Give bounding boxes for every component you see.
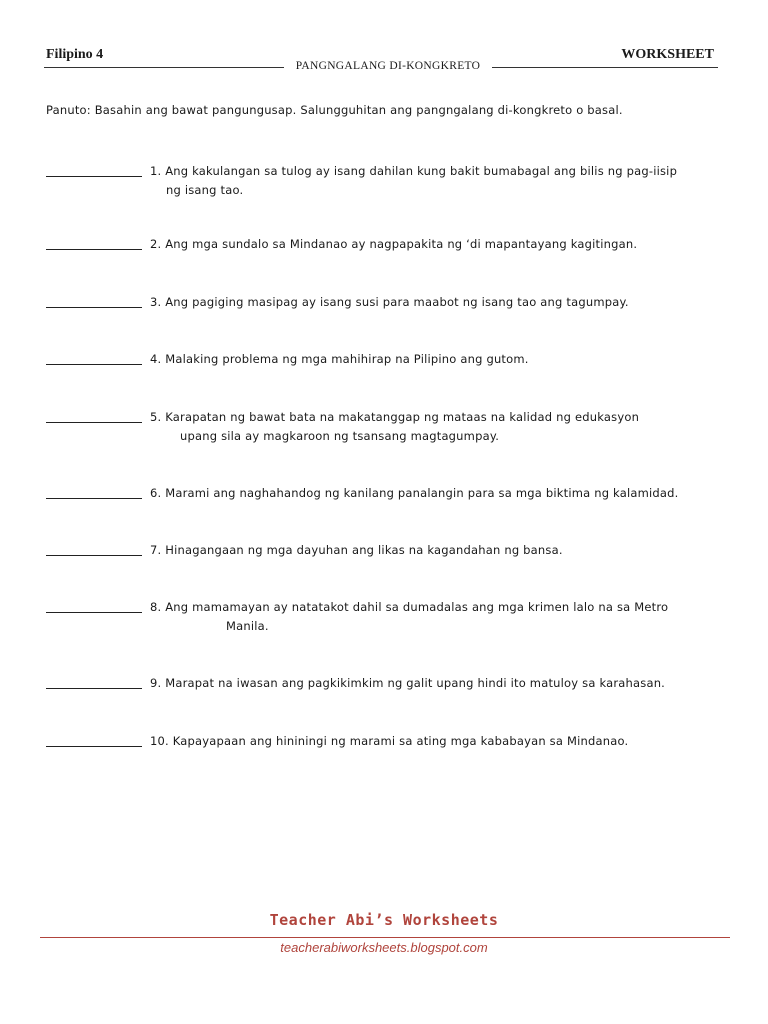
answer-blank[interactable]: [46, 176, 142, 177]
question-text: 6. Marami ang naghahandog ng kanilang panalangin para sa mga biktima ng kalamidad.: [150, 486, 679, 500]
answer-blank[interactable]: [46, 422, 142, 423]
question-text-continued: upang sila ay magkaroon ng tsansang magtagumpay.: [180, 429, 500, 443]
answer-blank[interactable]: [46, 555, 142, 556]
instructions: Panuto: Basahin ang bawat pangungusap. Salungguhitan ang pangngalang di-kongkreto o basal.: [46, 103, 623, 117]
question-text-continued: Manila.: [226, 619, 269, 633]
question-item: [46, 674, 736, 693]
question-text-continued: ng isang tao.: [166, 183, 244, 197]
question-item: [46, 541, 736, 560]
question-text: 2. Ang mga sundalo sa Mindanao ay nagpapakita ng ‘di mapantayang kagitingan.: [150, 237, 638, 251]
question-text: 7. Hinagangaan ng mga dayuhan ang likas na kagandahan ng bansa.: [150, 543, 563, 557]
question-text: 10. Kapayapaan ang hininingi ng marami sa ating mga kababayan sa Mindanao.: [150, 734, 629, 748]
question-text: 8. Ang mamamayan ay natatakot dahil sa dumadalas ang mga krimen lalo na sa Metro: [150, 600, 669, 614]
question-text: 5. Karapatan ng bawat bata na makatanggap ng mataas na kalidad ng edukasyon: [150, 410, 640, 424]
question-item: [46, 350, 736, 369]
footer-url-link[interactable]: teacherabiworksheets.blogspot.com: [280, 940, 488, 955]
question-item: [46, 293, 736, 312]
question-item: [46, 598, 736, 636]
answer-blank[interactable]: [46, 688, 142, 689]
question-item: [46, 484, 736, 503]
footer-rule: [40, 937, 730, 938]
question-item: [46, 732, 736, 751]
question-item: [46, 235, 736, 254]
question-item: [46, 162, 736, 200]
answer-blank[interactable]: [46, 498, 142, 499]
answer-blank[interactable]: [46, 364, 142, 365]
answer-blank[interactable]: [46, 746, 142, 747]
answer-blank[interactable]: [46, 612, 142, 613]
question-item: [46, 408, 736, 446]
worksheet-label: WORKSHEET: [621, 47, 714, 62]
answer-blank[interactable]: [46, 249, 142, 250]
worksheet-topic: PANGNGALANG DI-KONGKRETO: [295, 60, 481, 72]
question-text: 3. Ang pagiging masipag ay isang susi para maabot ng isang tao ang tagumpay.: [150, 295, 629, 309]
header-rule-left: [44, 67, 284, 68]
header-rule-right: [492, 67, 718, 68]
answer-blank[interactable]: [46, 307, 142, 308]
footer-brand: Teacher Abi’s Worksheets: [269, 911, 499, 929]
question-text: 4. Malaking problema ng mga mahihirap na Pilipino ang gutom.: [150, 352, 529, 366]
subject-label: Filipino 4: [46, 47, 104, 62]
question-text: 1. Ang kakulangan sa tulog ay isang dahilan kung bakit bumabagal ang bilis ng pag-iisip: [150, 164, 678, 178]
question-text: 9. Marapat na iwasan ang pagkikimkim ng galit upang hindi ito matuloy sa karahasan.: [150, 676, 666, 690]
